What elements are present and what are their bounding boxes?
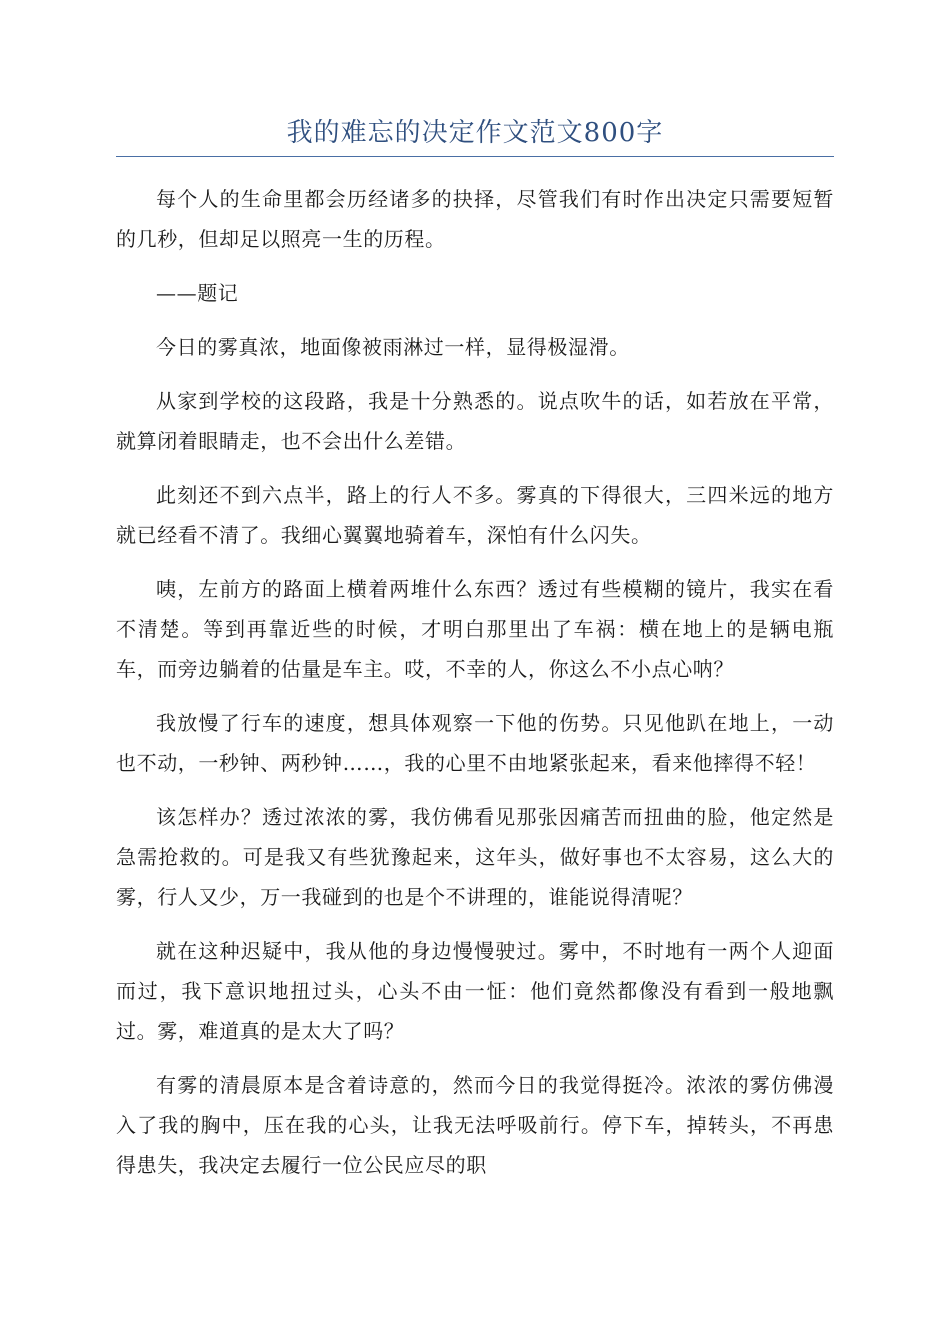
paragraph-7: 我放慢了行车的速度，想具体观察一下他的伤势。只见他趴在地上，一动也不动，一秒钟、两秒钟……，我的心里不由地紧张起来，看来他摔得不轻！ [116,711,834,775]
paragraph-8: 该怎样办？透过浓浓的雾，我仿佛看见那张因痛苦而扭曲的脸，他定然是急需抢救的。可是我又有些犹豫起来，这年头，做好事也不太容易，这么大的雾，行人又少，万一我碰到的也是个不讲理的，谁能说得清呢？ [116,805,834,909]
paragraph-4: 从家到学校的这段路，我是十分熟悉的。说点吹牛的话，如若放在平常，就算闭着眼睛走，也不会出什么差错。 [116,389,834,453]
document-body [116,179,834,1185]
paragraph-6: 咦，左前方的路面上横着两堆什么东西？透过有些模糊的镜片，我实在看不清楚。等到再靠近些的时候，才明白那里出了车祸：横在地上的是辆电瓶车，而旁边躺着的估量是车主。哎，不幸的人，你这么不小点心呐？ [116,577,834,681]
paragraph-9: 就在这种迟疑中，我从他的身边慢慢驶过。雾中，不时地有一两个人迎面而过，我下意识地扭过头，心头不由一怔：他们竟然都像没有看到一般地飘过。雾，难道真的是太大了吗？ [116,939,834,1043]
paragraph-1: 每个人的生命里都会历经诸多的抉择，尽管我们有时作出决定只需要短暂的几秒，但却足以照亮一生的历程。 [116,187,834,251]
paragraph-10: 有雾的清晨原本是含着诗意的，然而今日的我觉得挺冷。浓浓的雾仿佛漫入了我的胸中，压在我的心头，让我无法呼吸前行。停下车，掉转头，不再患得患失，我决定去履行一位公民应尽的职 [116,1073,834,1177]
paragraph-3: 今日的雾真浓，地面像被雨淋过一样，显得极湿滑。 [156,335,630,359]
paragraph-epigraph: ——题记 [156,281,239,305]
document-page [116,0,834,1199]
document-title: 我的难忘的决定作文范文800字 [286,118,664,148]
title-underline [116,156,834,157]
paragraph-5: 此刻还不到六点半，路上的行人不多。雾真的下得很大，三四米远的地方就已经看不清了。我细心翼翼地骑着车，深怕有什么闪失。 [116,483,834,547]
